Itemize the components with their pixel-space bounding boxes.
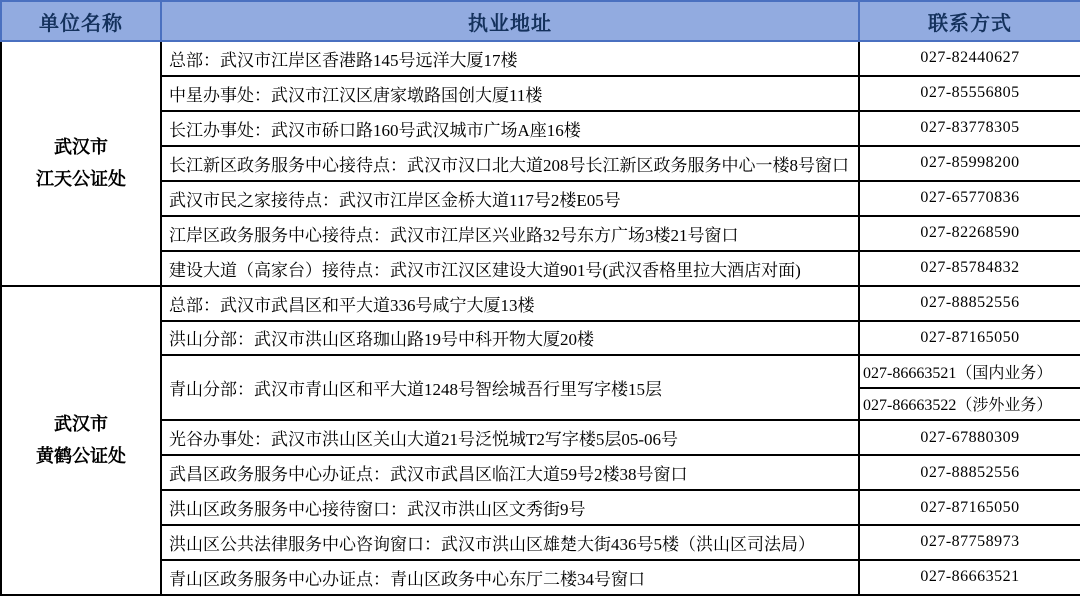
- table-row: [1, 111, 1080, 146]
- table-row: [1, 216, 1080, 251]
- address-cell: 武汉市民之家接待点：武汉市江岸区金桥大道117号2楼E05号: [161, 181, 859, 216]
- address-cell: 武昌区政务服务中心办证点：武汉市武昌区临江大道59号2楼38号窗口: [161, 455, 859, 490]
- table-row: [1, 181, 1080, 216]
- address-cell: 建设大道（高家台）接待点：武汉市江汉区建设大道901号(武汉香格里拉大酒店对面): [161, 251, 859, 286]
- address-cell: 洪山区公共法律服务中心咨询窗口：武汉市洪山区雄楚大街436号5楼（洪山区司法局）: [161, 525, 859, 560]
- table-row: [1, 41, 1080, 76]
- table-row: [1, 455, 1080, 490]
- table-row: [1, 355, 1080, 387]
- unit-name-cell: [1, 41, 161, 286]
- column-header-address: 执业地址: [161, 1, 859, 41]
- unit-name-line: 江天公证处: [36, 169, 126, 190]
- table-row: [1, 76, 1080, 111]
- unit-name-cell: [1, 286, 161, 595]
- column-header-contact: 联系方式: [859, 1, 1080, 41]
- address-cell: 青山区政务服务中心办证点：青山区政务中心东厅二楼34号窗口: [161, 560, 859, 595]
- address-cell: 洪山分部：武汉市洪山区珞珈山路19号中科开物大厦20楼: [161, 321, 859, 356]
- table-row: [1, 286, 1080, 321]
- table-row: [1, 321, 1080, 356]
- table-row: [1, 251, 1080, 286]
- address-cell: 洪山区政务服务中心接待窗口：武汉市洪山区文秀街9号: [161, 490, 859, 525]
- phone-cell: 027-87758973: [859, 525, 1080, 560]
- phone-cell: 027-88852556: [859, 286, 1080, 321]
- address-cell: 青山分部：武汉市青山区和平大道1248号智绘城吾行里写字楼15层: [161, 355, 859, 420]
- phone-cell: 027-85784832: [859, 251, 1080, 286]
- phone-cell: 027-82440627: [859, 41, 1080, 76]
- phone-cell: 027-65770836: [859, 181, 1080, 216]
- phone-cell: 027-87165050: [859, 490, 1080, 525]
- unit-name-line: 黄鹤公证处: [36, 446, 126, 467]
- phone-cell: 027-85998200: [859, 146, 1080, 181]
- address-cell: 总部：武汉市武昌区和平大道336号咸宁大厦13楼: [161, 286, 859, 321]
- table-row: [1, 146, 1080, 181]
- phone-cell: 027-86663521: [859, 560, 1080, 595]
- phone-cell: 027-83778305: [859, 111, 1080, 146]
- header-row: [1, 1, 1080, 41]
- address-cell: 长江办事处：武汉市硚口路160号武汉城市广场A座16楼: [161, 111, 859, 146]
- address-cell: 光谷办事处：武汉市洪山区关山大道21号泛悦城T2写字楼5层05-06号: [161, 420, 859, 455]
- column-header-unit-name: 单位名称: [1, 1, 161, 41]
- table-row: [1, 490, 1080, 525]
- address-cell: 总部：武汉市江岸区香港路145号远洋大厦17楼: [161, 41, 859, 76]
- phone-cell-domestic: 027-86663521（国内业务）: [859, 355, 1080, 387]
- phone-cell: 027-67880309: [859, 420, 1080, 455]
- address-cell: 长江新区政务服务中心接待点：武汉市汉口北大道208号长江新区政务服务中心一楼8号窗口: [161, 146, 859, 181]
- table-row: [1, 560, 1080, 595]
- phone-cell: 027-88852556: [859, 455, 1080, 490]
- phone-cell-foreign: 027-86663522（涉外业务）: [859, 388, 1080, 420]
- unit-name-line: 武汉市: [54, 413, 108, 434]
- table-row: [1, 420, 1080, 455]
- address-cell: 江岸区政务服务中心接待点：武汉市江岸区兴业路32号东方广场3楼21号窗口: [161, 216, 859, 251]
- phone-cell: 027-85556805: [859, 76, 1080, 111]
- unit-name-line: 武汉市: [54, 136, 108, 157]
- address-cell: 中星办事处：武汉市江汉区唐家墩路国创大厦11楼: [161, 76, 859, 111]
- phone-cell: 027-82268590: [859, 216, 1080, 251]
- table-row: [1, 525, 1080, 560]
- phone-cell: 027-87165050: [859, 321, 1080, 356]
